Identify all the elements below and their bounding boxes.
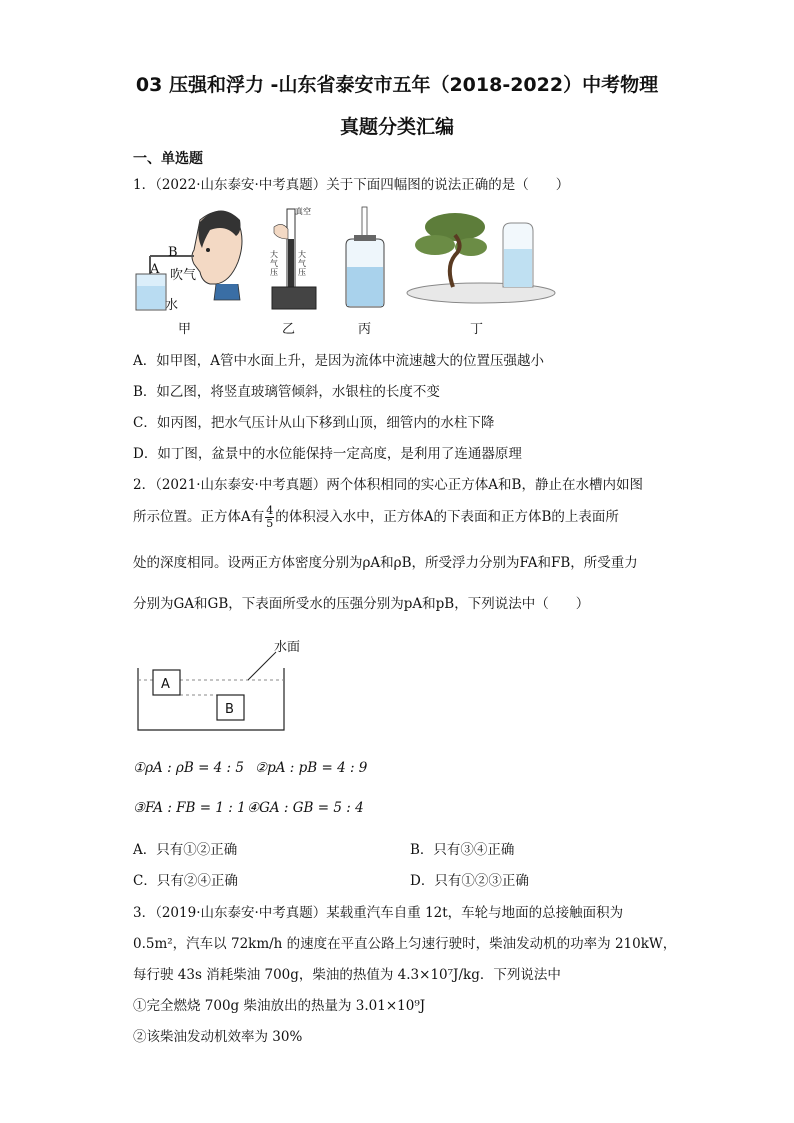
q1-label-chuiqi: 吹气 (170, 268, 197, 283)
q2-stem-line-2b: 的体积浸入水中，正方体A的下表面和正方体B的上表面所 (275, 509, 619, 525)
q1-stem: 1．（2022·山东泰安·中考真题）关于下面四幅图的说法正确的是（ ） (133, 177, 570, 193)
q1-option-a: A．如甲图，A管中水面上升，是因为流体中流速越大的位置压强越小 (133, 353, 544, 369)
q2-stem-line-3: 处的深度相同。设两正方体密度分别为ρA和ρB，所受浮力分别为FA和FB，所受重力 (133, 555, 638, 571)
q2-fraction-num: 4 (266, 504, 274, 517)
q2-label-A: A (161, 677, 170, 692)
q3-statement-1: ①完全燃烧 700g 柴油放出的热量为 3.01×10⁹J (133, 998, 426, 1014)
q1-label-A: A (150, 262, 160, 277)
title-line-1: 03 压强和浮力 -山东省泰安市五年（2018-2022）中考物理 (135, 74, 659, 96)
q1-caption-ding: 丁 (470, 322, 484, 337)
q1-caption-jia: 甲 (178, 322, 192, 337)
q3-stem-line-2: 0.5m²，汽车以 72km/h 的速度在平直公路上匀速行驶时，柴油发动机的功率为 210kW， (133, 936, 677, 952)
q2-label-B: B (225, 702, 234, 717)
q2-statement-1: ①ρA : ρB = 4 : 5 (133, 760, 244, 776)
q2-option-c: C．只有②④正确 (133, 873, 238, 889)
q1-figure-jia (130, 200, 250, 315)
q2-stem-line-4: 分别为GA和GB，下表面所受水的压强分别为pA和pB，下列说法中（ ） (133, 596, 590, 612)
q1-figure-bing (340, 205, 390, 310)
q1-figure-ding (405, 205, 557, 305)
q2-stem-line-2 (133, 505, 619, 530)
q2-statement-4: ④GA : GB = 5 : 4 (247, 800, 364, 816)
q2-statement-3: ③FA : FB = 1 : 1 (133, 800, 246, 816)
q2-option-b: B．只有③④正确 (410, 842, 515, 858)
q2-statement-2: ②pA : pB = 4 : 9 (255, 760, 368, 776)
q1-option-c: C．如丙图，把水气压计从山下移到山顶，细管内的水柱下降 (133, 415, 495, 431)
q2-stem-line-2a: 所示位置。正方体A有 (133, 509, 265, 525)
q2-option-a: A．只有①②正确 (133, 842, 238, 858)
q1-label-daqiya-right: 大气压 (298, 250, 306, 277)
q2-option-d: D．只有①②③正确 (410, 873, 529, 889)
title-line-2: 真题分类汇编 (339, 116, 454, 138)
q1-caption-bing: 丙 (358, 322, 372, 337)
q1-option-d: D．如丁图，盆景中的水位能保持一定高度，是利用了连通器原理 (133, 446, 522, 462)
section-heading: 一、单选题 (133, 151, 203, 167)
q1-label-daqiya-left: 大气压 (270, 250, 278, 277)
q1-label-shui: 水 (165, 298, 179, 313)
q3-statement-2: ②该柴油发动机效率为 30% (133, 1029, 303, 1045)
q1-option-b: B．如乙图，将竖直玻璃管倾斜，水银柱的长度不变 (133, 384, 440, 400)
q2-fraction (265, 505, 274, 530)
q3-stem-line-3: 每行驶 43s 消耗柴油 700g，柴油的热值为 4.3×10⁷J/kg．下列说法中 (133, 967, 561, 983)
q2-label-water: 水面 (274, 640, 301, 655)
q2-fraction-den: 5 (266, 517, 274, 530)
q3-stem-line-1: 3．（2019·山东泰安·中考真题）某载重汽车自重 12t，车轮与地面的总接触面积为 (133, 905, 624, 921)
q1-label-zhenkong: 真空 (295, 207, 311, 216)
q1-caption-yi: 乙 (282, 322, 296, 337)
q1-label-B: B (168, 245, 178, 260)
q2-stem-line-1: 2．（2021·山东泰安·中考真题）两个体积相同的实心正方体A和B，静止在水槽内如图 (133, 477, 643, 493)
